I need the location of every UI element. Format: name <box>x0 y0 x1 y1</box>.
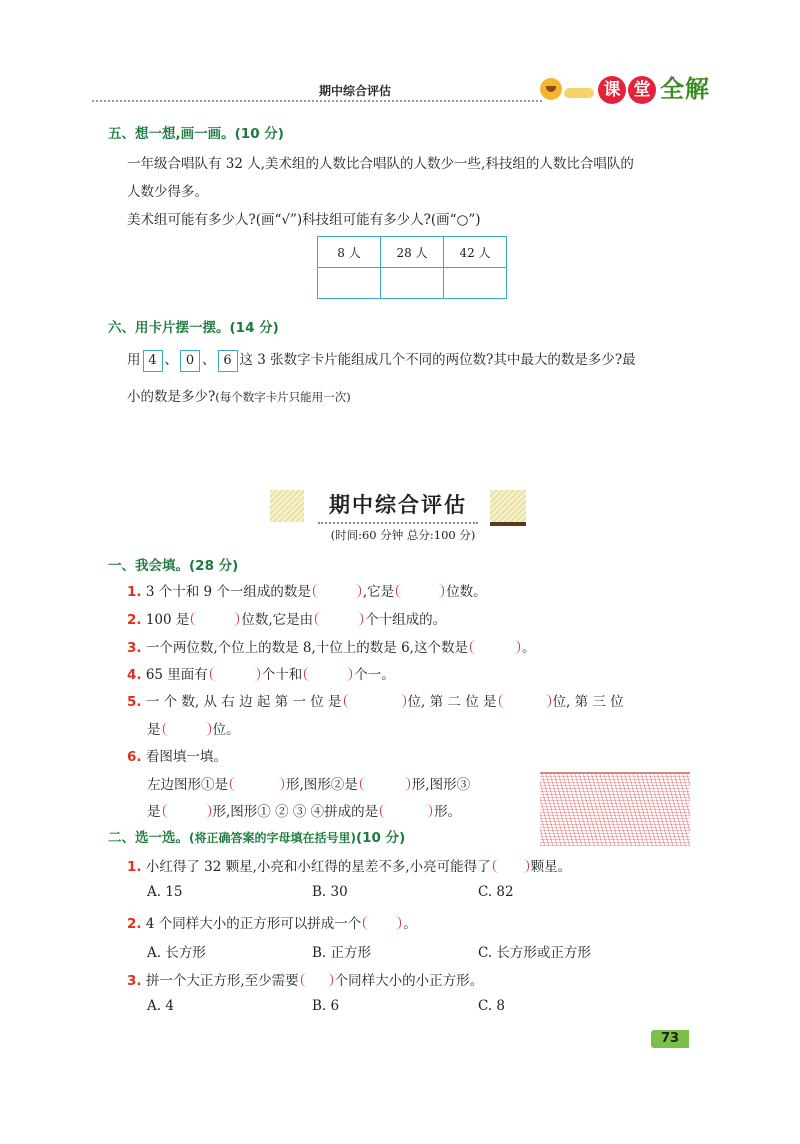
question-text: 个十组成的。 <box>365 612 447 628</box>
question-text: 左边图形①是 <box>147 777 228 793</box>
section6-question <box>127 348 697 372</box>
section6-line2 <box>127 385 351 405</box>
question-text: 形,图形① ② ③ ④拼成的是 <box>212 804 379 820</box>
question-1-1 <box>127 580 487 600</box>
brand-char-2: 堂 <box>628 76 656 104</box>
number-card: 6 <box>218 350 238 372</box>
question-number: 1. <box>127 584 142 600</box>
answer-blank[interactable] <box>360 777 410 791</box>
answer-blank[interactable] <box>344 694 406 708</box>
question-text: 位数。 <box>446 584 487 600</box>
answer-blank[interactable] <box>470 640 520 654</box>
question-text: 位数,它是由 <box>241 612 314 628</box>
question-number: 1. <box>127 859 142 875</box>
choice-b[interactable]: B. 30 <box>312 884 348 900</box>
brand-char-1: 课 <box>598 76 626 104</box>
answer-blank[interactable] <box>163 722 211 736</box>
answer-blank[interactable] <box>210 667 260 681</box>
mascot-icon <box>540 78 562 100</box>
decor-right <box>490 490 526 526</box>
choice-b[interactable]: B. 6 <box>312 998 340 1014</box>
choice-a[interactable]: A. 长方形 <box>147 945 206 961</box>
header-divider <box>92 100 542 102</box>
question-text: 100 是 <box>145 612 190 628</box>
question-number: 3. <box>127 973 142 989</box>
answer-blank[interactable] <box>315 612 363 626</box>
running-header-title: 期中综合评估 <box>318 84 391 98</box>
question-1-3 <box>127 636 535 656</box>
exam-subtitle: (时间:60 分钟 总分:100 分) <box>330 528 476 542</box>
question-text: 一 个 数, 从 右 边 起 第 一 位 是 <box>145 694 342 710</box>
question-text: 拼一个大正方形,至少需要 <box>145 973 299 989</box>
question-text: 形。 <box>434 804 462 820</box>
question-number: 5. <box>127 694 142 710</box>
separator: 、 <box>164 352 178 368</box>
answer-blank[interactable] <box>230 777 284 791</box>
shapes-figure <box>540 772 690 846</box>
logo-bar <box>564 88 594 98</box>
answer-cell[interactable] <box>444 268 507 299</box>
question-2-2 <box>127 912 417 932</box>
question-text: 个十和 <box>261 667 303 683</box>
number-card: 0 <box>180 350 200 372</box>
page-number: 73 <box>651 1030 689 1048</box>
question-text: 个一。 <box>354 667 395 683</box>
answer-cell[interactable] <box>318 268 381 299</box>
question-number: 2. <box>127 916 142 932</box>
option-cell: 8 人 <box>318 237 381 268</box>
question-1-2 <box>127 608 446 628</box>
question-text: 颗星。 <box>530 859 572 875</box>
question-number: 4. <box>127 667 142 683</box>
answer-blank[interactable] <box>493 859 529 873</box>
section5-line2: 人数少得多。 <box>127 184 208 200</box>
question-text: 这 3 张数字卡片能组成几个不同的两位数?其中最大的数是多少?最 <box>239 352 636 368</box>
section5-heading: 五、想一想,画一画。(10 分) <box>108 126 284 142</box>
question-text: 是 <box>147 722 161 738</box>
answer-blank[interactable] <box>163 804 211 818</box>
options-table <box>317 236 507 299</box>
question-text: 位, 第 三 位 <box>552 694 624 710</box>
part2-heading <box>108 826 405 846</box>
question-text: 小红得了 32 颗星,小亮和小红得的星差不多,小亮可能得了 <box>145 859 491 875</box>
choice-a[interactable]: A. 15 <box>147 884 183 900</box>
brand-logo <box>538 74 720 104</box>
choice-c[interactable]: C. 8 <box>478 998 506 1014</box>
question-1-6-line2 <box>147 800 461 820</box>
answer-blank[interactable] <box>301 973 333 987</box>
option-cell: 28 人 <box>381 237 444 268</box>
choice-b[interactable]: B. 正方形 <box>312 945 372 961</box>
part2-heading-note: (将正确答案的字母填在括号里) <box>189 831 356 845</box>
question-text: 一个两位数,个位上的数是 8,十位上的数是 6,这个数是 <box>145 640 468 656</box>
question-text: ,它是 <box>362 584 395 600</box>
question-text: 小的数是多少? <box>127 389 216 405</box>
answer-blank[interactable] <box>313 584 361 598</box>
answer-blank[interactable] <box>396 584 444 598</box>
question-text: 是 <box>147 804 161 820</box>
part2-heading-score: (10 分) <box>355 830 406 846</box>
part2-heading-text: 二、选一选。 <box>108 830 189 846</box>
question-text: 。 <box>403 916 417 932</box>
answer-blank[interactable] <box>363 916 401 930</box>
section6-heading: 六、用卡片摆一摆。(14 分) <box>108 320 279 336</box>
question-1-4 <box>127 663 395 683</box>
question-number: 2. <box>127 612 142 628</box>
question-text: 看图填一填。 <box>145 749 227 765</box>
choice-c[interactable]: C. 长方形或正方形 <box>478 945 591 961</box>
note-text: (每个数字卡片只能用一次) <box>215 390 351 404</box>
question-number: 6. <box>127 749 142 765</box>
question-text: 位, 第 二 位 是 <box>407 694 497 710</box>
exam-title: 期中综合评估 <box>318 488 478 524</box>
question-text: 形,图形②是 <box>286 777 358 793</box>
answer-cell[interactable] <box>381 268 444 299</box>
question-text: 65 里面有 <box>145 667 208 683</box>
answer-blank[interactable] <box>499 694 551 708</box>
question-text: 4 个同样大小的正方形可以拼成一个 <box>145 916 362 932</box>
decor-left <box>270 490 304 522</box>
brand-char-3: 全解 <box>660 75 710 103</box>
question-text: 3 个十和 9 个一组成的数是 <box>145 584 311 600</box>
section5-line3: 美术组可能有多少人?(画“√”)科技组可能有多少人?(画“○”) <box>127 212 481 228</box>
question-text: 。 <box>521 640 536 656</box>
choice-a[interactable]: A. 4 <box>147 998 174 1014</box>
question-text: 位。 <box>212 722 240 738</box>
answer-blank[interactable] <box>304 667 352 681</box>
question-1-6-line1 <box>147 773 470 793</box>
lead-text: 用 <box>127 352 141 368</box>
part1-heading: 一、我会填。(28 分) <box>108 558 239 574</box>
choice-c[interactable]: C. 82 <box>478 884 514 900</box>
number-card: 4 <box>143 350 163 372</box>
option-cell: 42 人 <box>444 237 507 268</box>
section5-line1: 一年级合唱队有 32 人,美术组的人数比合唱队的人数少一些,科技组的人数比合唱队的 <box>127 156 634 172</box>
question-text: 形,图形③ <box>411 777 471 793</box>
question-2-1 <box>127 855 571 875</box>
answer-blank[interactable] <box>191 612 239 626</box>
question-1-6 <box>127 745 227 765</box>
question-number: 3. <box>127 640 142 656</box>
separator: 、 <box>202 352 216 368</box>
question-2-3 <box>127 969 483 989</box>
question-text: 个同样大小的小正方形。 <box>334 973 484 989</box>
answer-blank[interactable] <box>380 804 432 818</box>
question-1-5 <box>127 690 624 710</box>
question-1-5-cont <box>147 718 240 738</box>
